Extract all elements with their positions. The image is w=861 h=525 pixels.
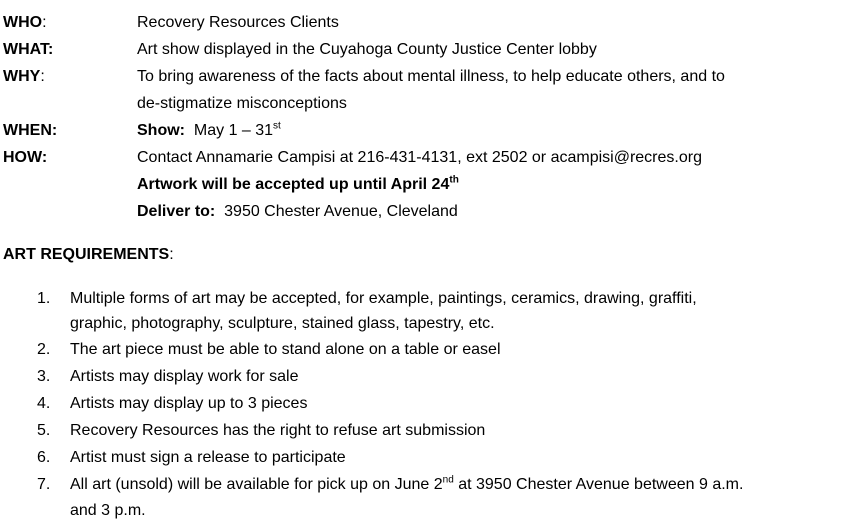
list-number: 4. xyxy=(37,395,51,412)
list-text: and 3 p.m. xyxy=(70,502,146,519)
why-row-continued xyxy=(0,90,861,117)
what-label: WHAT: xyxy=(3,41,54,58)
list-item xyxy=(0,390,861,417)
artwork-deadline: Artwork will be accepted up until April 24th xyxy=(137,174,459,193)
list-text: Multiple forms of art may be accepted, for example, paintings, ceramics, drawing, graffiti, xyxy=(70,290,697,307)
how-accepted-row xyxy=(0,171,861,198)
deliver-label: Deliver to: xyxy=(137,203,216,220)
list-text: The art piece must be able to stand alone on a table or easel xyxy=(70,341,501,358)
show-label: Show: xyxy=(137,122,185,139)
list-text: Artists may display work for sale xyxy=(70,368,299,385)
date-suffix: nd xyxy=(442,474,454,486)
list-number: 2. xyxy=(37,341,51,358)
why-row xyxy=(0,63,861,90)
who-row xyxy=(0,9,861,36)
list-number: 1. xyxy=(37,290,51,307)
why-value-line2: de-stigmatize misconceptions xyxy=(137,95,347,112)
list-number: 7. xyxy=(37,476,51,493)
when-row xyxy=(0,117,861,144)
art-requirements-heading: ART REQUIREMENTS: xyxy=(3,246,174,263)
deliver-address: 3950 Chester Avenue, Cleveland xyxy=(224,203,458,220)
who-label: WHO: xyxy=(3,14,47,31)
list-item xyxy=(0,444,861,471)
list-text: All art (unsold) will be available for pick up on June 2nd at 3950 Chester Avenue between 9 a.m. xyxy=(70,474,744,493)
what-value: Art show displayed in the Cuyahoga County Justice Center lobby xyxy=(137,41,597,58)
show-dates-suffix: st xyxy=(273,120,281,132)
how-contact: Contact Annamarie Campisi at 216-431-4131, ext 2502 or acampisi@recres.org xyxy=(137,149,702,166)
list-number: 5. xyxy=(37,422,51,439)
show-dates: May 1 – 31 xyxy=(193,122,274,139)
list-item xyxy=(0,417,861,444)
list-item xyxy=(0,336,861,363)
why-value-line1: To bring awareness of the facts about mental illness, to help educate others, and to xyxy=(137,68,725,85)
list-item-continued xyxy=(0,310,861,337)
deliver-to xyxy=(137,198,458,225)
list-text: Artist must sign a release to participate xyxy=(70,449,346,466)
list-number: 3. xyxy=(37,368,51,385)
why-label: WHY: xyxy=(3,68,45,85)
how-row xyxy=(0,144,861,171)
list-text: Artists may display up to 3 pieces xyxy=(70,395,308,412)
list-text: graphic, photography, sculpture, stained glass, tapestry, etc. xyxy=(70,315,495,332)
how-deliver-row xyxy=(0,198,861,225)
artwork-deadline-suffix: th xyxy=(449,174,459,186)
list-item xyxy=(0,285,861,312)
when-label: WHEN: xyxy=(3,122,58,139)
list-item xyxy=(0,471,861,498)
what-row xyxy=(0,36,861,63)
how-label: HOW: xyxy=(3,149,48,166)
list-number: 6. xyxy=(37,449,51,466)
list-item-continued xyxy=(0,497,861,524)
when-value xyxy=(137,117,281,144)
list-item xyxy=(0,363,861,390)
who-value: Recovery Resources Clients xyxy=(137,14,339,31)
list-text: Recovery Resources has the right to refuse art submission xyxy=(70,422,486,439)
